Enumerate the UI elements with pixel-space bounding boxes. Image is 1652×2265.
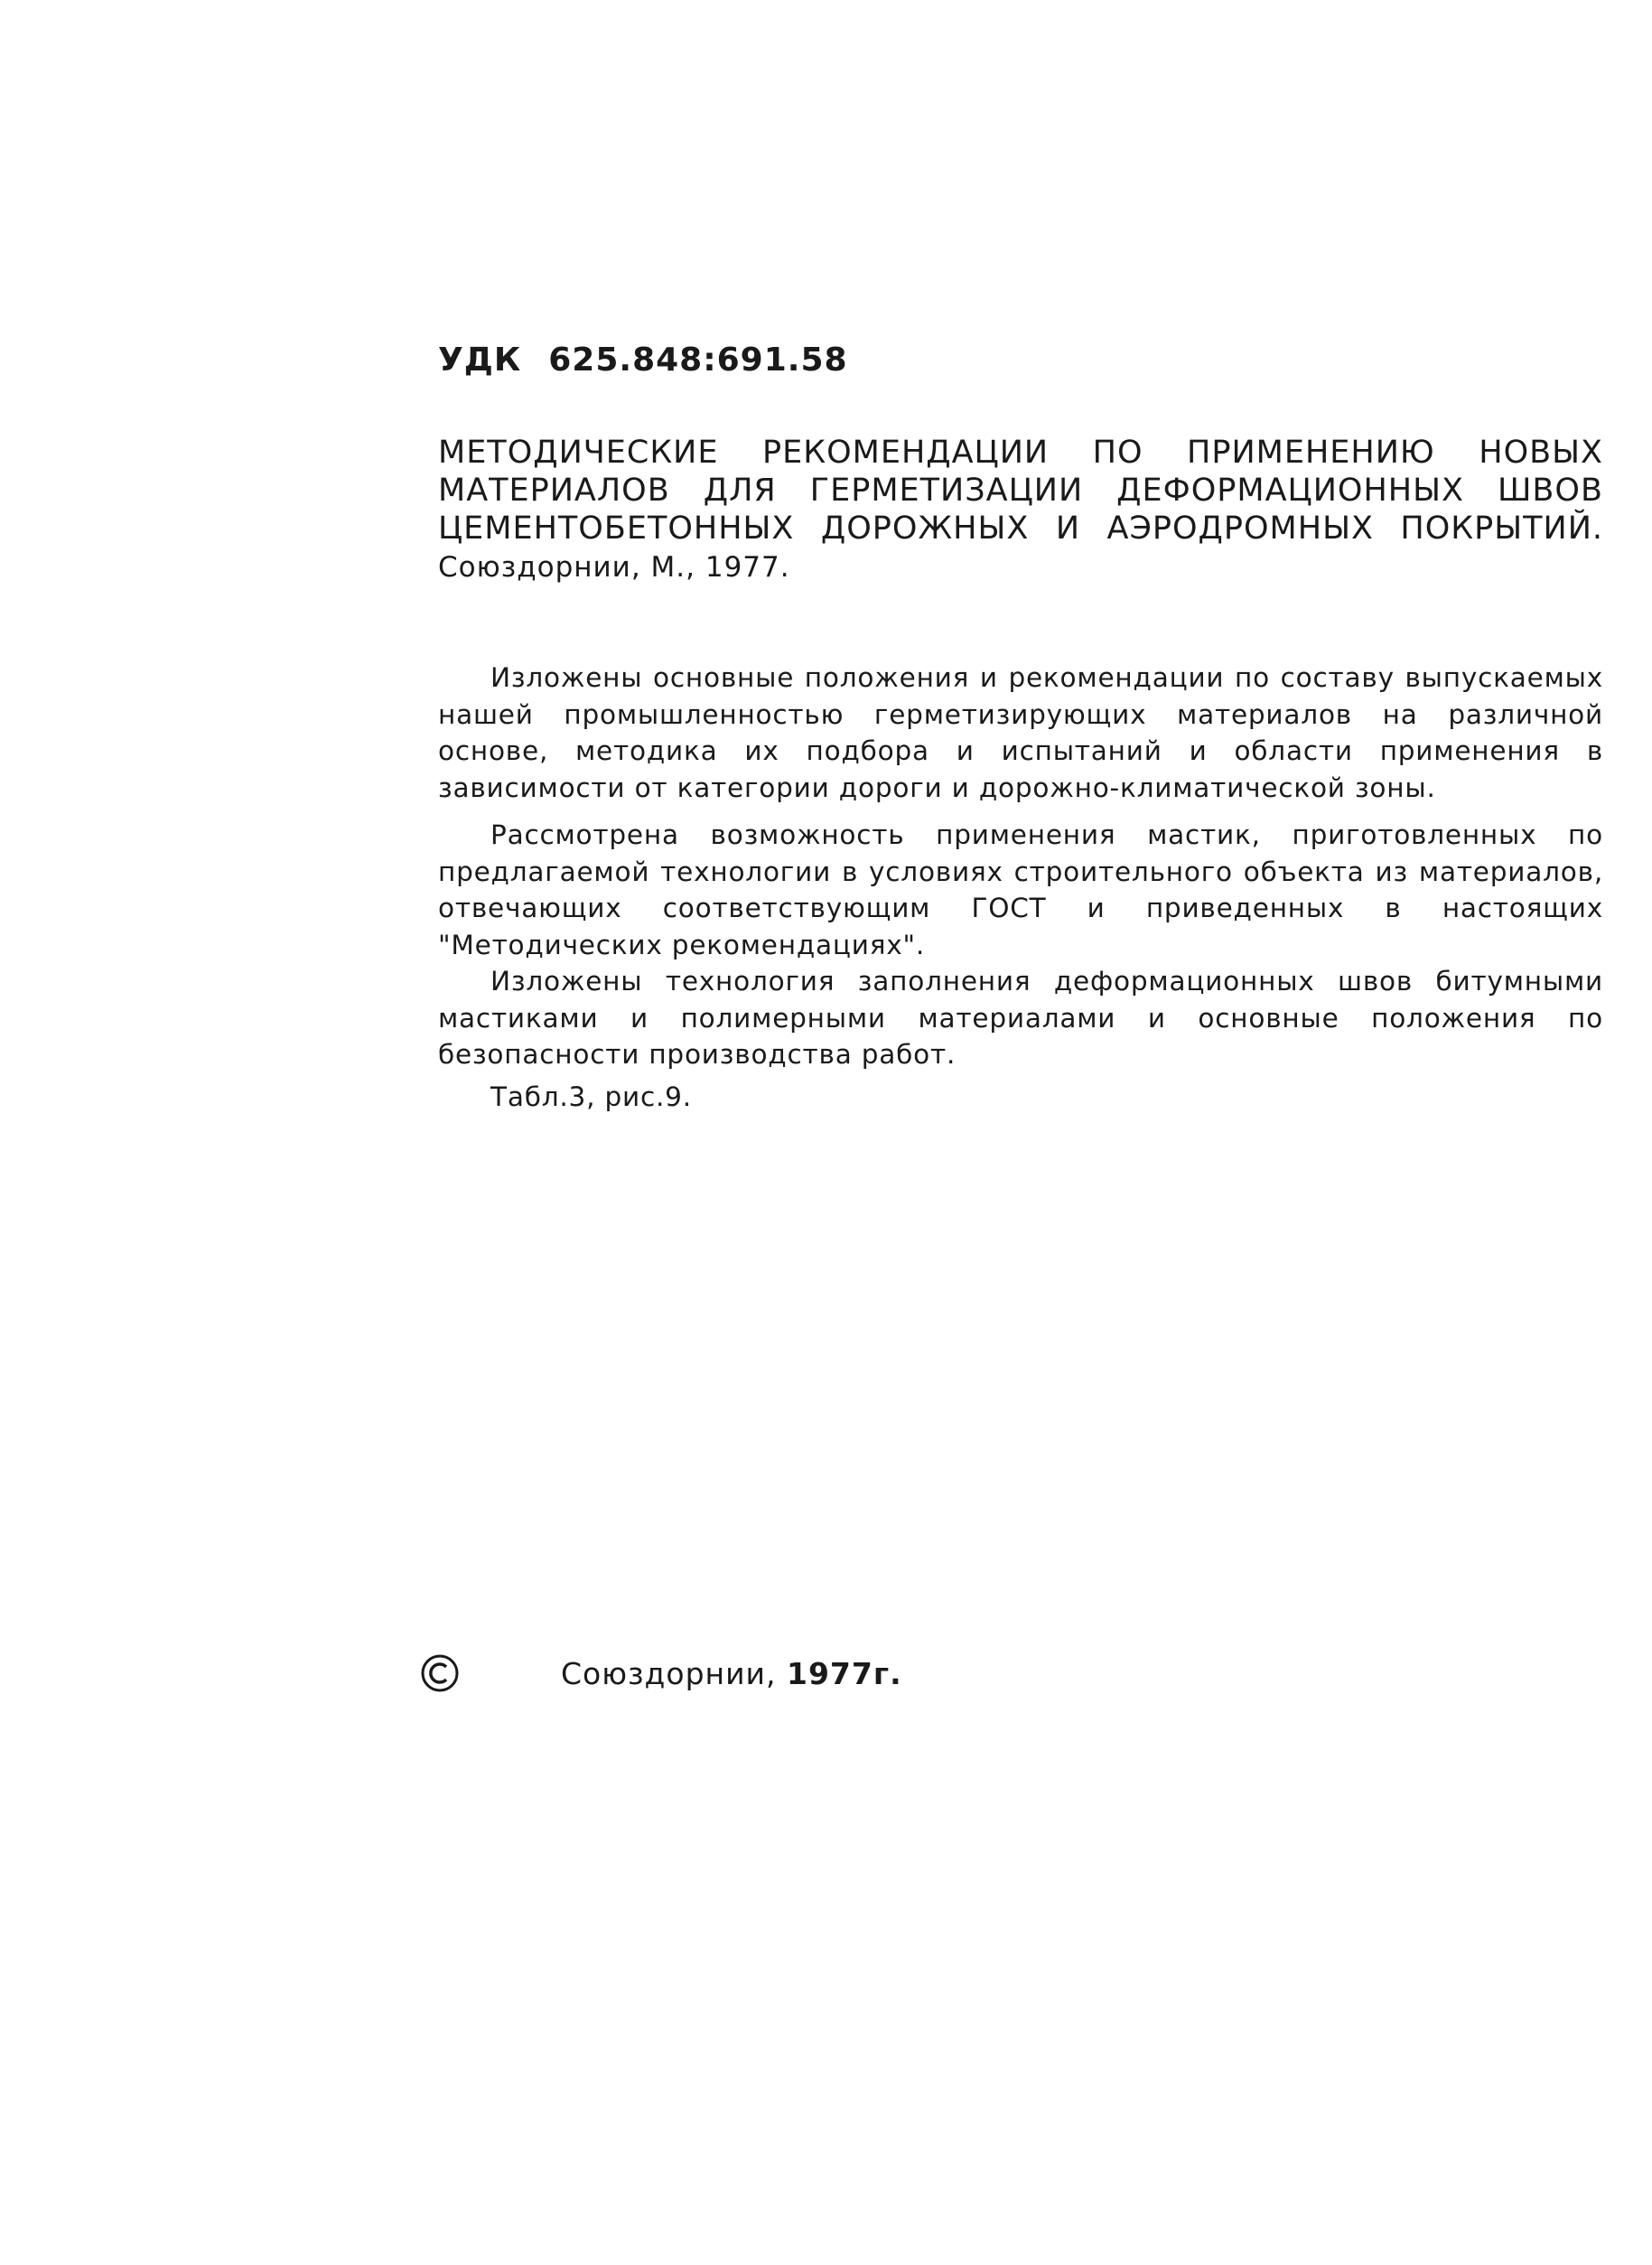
- abstract: [438, 660, 1603, 1115]
- copyright-year: 1977г.: [786, 1655, 902, 1691]
- copyright-holder: Союздорнии,: [561, 1655, 777, 1691]
- abstract-paragraph-2: Рассмотрена возможность применения мастик, приготовленных по предлагаемой технологии в условиях строительного объекта из материалов, отвечающих соответствующим ГОСТ и приведенных в настоящих "Методических рекомендациях".: [438, 819, 1603, 960]
- copyright-icon: [420, 1653, 460, 1693]
- title-line-1: МЕТОДИЧЕСКИЕ РЕКОМЕНДАЦИИ ПО ПРИМЕНЕНИЮ НОВЫХ: [438, 435, 1603, 471]
- copyright-line: [420, 1653, 902, 1693]
- udk-line: [438, 342, 848, 379]
- tables-figures-count: Табл.3, рис.9.: [490, 1081, 692, 1112]
- udk-code: 625.848:691.58: [548, 342, 848, 379]
- abstract-paragraph-1: Изложены основные положения и рекомендации по составу выпускаемых нашей промышленностью герметизирующих материалов на различной основе, методика их подбора и испытаний и области применения в зависимости от категории дороги и дорожно-климатической зоны.: [438, 662, 1603, 803]
- bibliographic-title: [438, 434, 1603, 587]
- title-line-2: МАТЕРИАЛОВ ДЛЯ ГЕРМЕТИЗАЦИИ ДЕФОРМАЦИОННЫХ ШВОВ: [438, 473, 1603, 509]
- copyright-text: [561, 1656, 902, 1691]
- title-line-3: ЦЕМЕНТОБЕТОННЫХ ДОРОЖНЫХ И АЭРОДРОМНЫХ ПОКРЫТИЙ.: [438, 510, 1603, 547]
- publisher-line: Союздорнии, М., 1977.: [438, 551, 790, 584]
- udk-label: УДК: [438, 342, 522, 379]
- abstract-paragraph-3: Изложены технология заполнения деформационных швов битумными мастиками и полимерными материалами и основные положения по безопасности производства работ.: [438, 966, 1603, 1070]
